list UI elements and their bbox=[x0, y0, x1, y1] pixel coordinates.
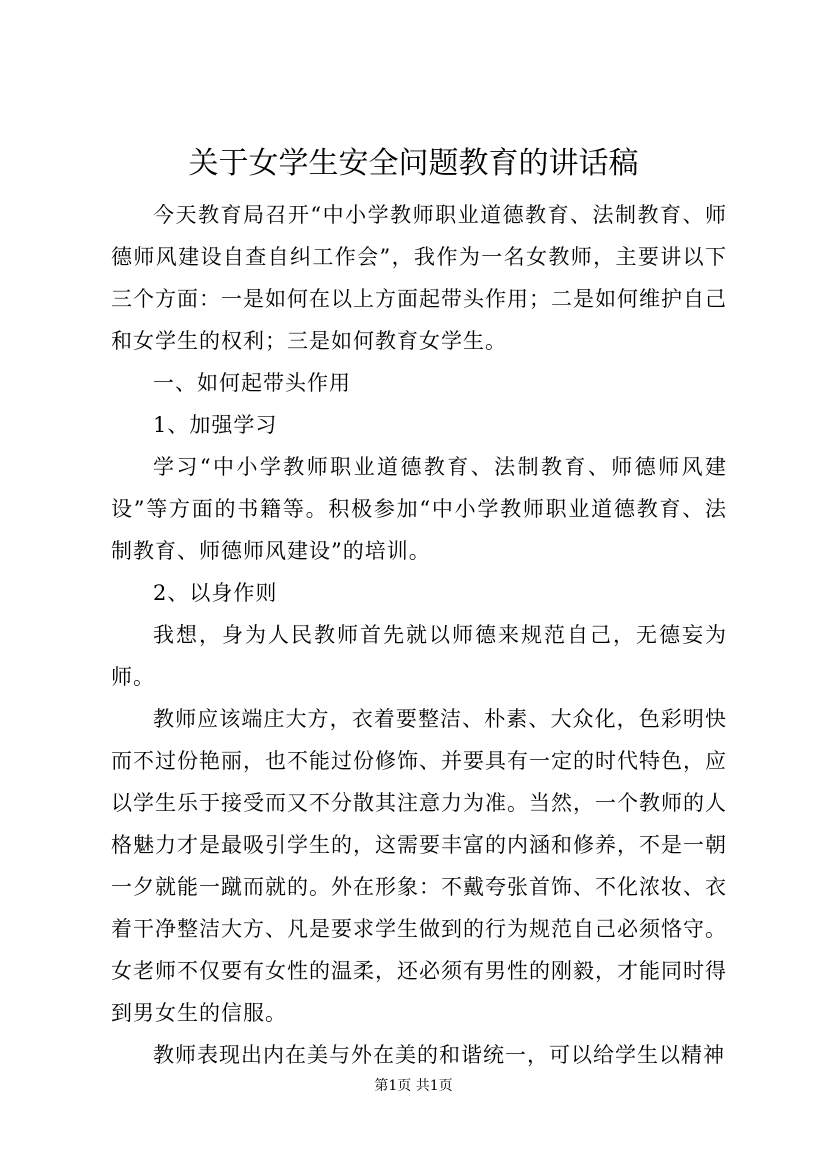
paragraph-study: 学习“中小学教师职业道德教育、法制教育、师德师风建设”等方面的书籍等。积极参加“中小学教师职业道德教育、法制教育、师德师风建设”的培训。 bbox=[111, 455, 727, 563]
subheading-1: 1、加强学习 bbox=[153, 413, 278, 437]
document-body bbox=[111, 194, 727, 1076]
paragraph-harmony: 教师表现出内在美与外在美的和谐统一，可以给学生以精神 bbox=[153, 1043, 725, 1067]
paragraph-ethics: 我想，身为人民教师首先就以师德来规范自己，无德妄为师。 bbox=[111, 623, 727, 689]
document-title: 关于女学生安全问题教育的讲话稿 bbox=[188, 146, 639, 181]
subheading-2: 2、以身作则 bbox=[153, 581, 278, 605]
page-footer: 第1页 共1页 bbox=[374, 1078, 453, 1094]
heading-section-1: 一、如何起带头作用 bbox=[153, 371, 351, 395]
paragraph-appearance: 教师应该端庄大方，衣着要整洁、朴素、大众化，色彩明快而不过份艳丽，也不能过份修饰、并要具有一定的时代特色，应以学生乐于接受而又不分散其注意力为准。当然，一个教师的人格魅力才是最吸引学生的，这需要丰富的内涵和修养，不是一朝一夕就能一蹴而就的。外在形象：不戴夸张首饰、不化浓妆、衣着干净整洁大方、凡是要求学生做到的行为规范自己必须恪守。女老师不仅要有女性的温柔，还必须有男性的刚毅，才能同时得到男女生的信服。 bbox=[111, 707, 727, 1025]
paragraph-intro: 今天教育局召开“中小学教师职业道德教育、法制教育、师德师风建设自查自纠工作会”，我作为一名女教师，主要讲以下三个方面：一是如何在以上方面起带头作用；二是如何维护自己和女学生的权利；三是如何教育女学生。 bbox=[111, 203, 727, 353]
